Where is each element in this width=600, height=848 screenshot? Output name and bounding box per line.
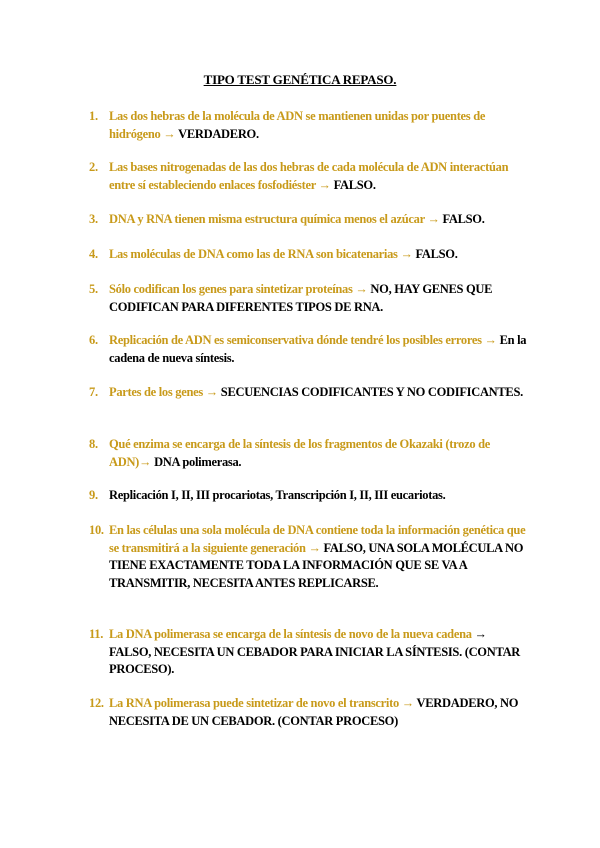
- item-question: Sólo codifican los genes para sintetizar proteínas →: [109, 282, 371, 296]
- item-answer: Replicación I, II, III procariotas, Transcripción I, II, III eucariotas.: [109, 488, 446, 502]
- item-number: 3.: [89, 212, 98, 226]
- item-question: DNA y RNA tienen misma estructura química menos el azúcar →: [109, 212, 443, 226]
- item-question: Replicación de ADN es semiconservativa dónde tendré los posibles errores →: [109, 333, 500, 347]
- item-question: Las bases nitrogenadas de las dos hebras de cada molécula de ADN interactúan entre sí estableciendo enlaces fosfodiéster →: [109, 160, 509, 192]
- item-question: En las células una sola molécula de DNA contiene toda la información genética que se transmitirá a la siguiente generación →: [109, 523, 526, 555]
- item-answer: VERDADERO.: [178, 126, 259, 141]
- item-answer: NO, HAY GENES QUE CODIFICAN PARA DIFERENTES TIPOS DE RNA.: [109, 282, 493, 314]
- item-number: 12.: [89, 696, 104, 710]
- item-question: Qué enzima se encarga de la síntesis de los fragmentos de Okazaki (trozo de ADN)→: [109, 437, 491, 469]
- list-item: [89, 108, 529, 143]
- list-item: [89, 522, 529, 592]
- item-answer: En la cadena de nueva síntesis.: [109, 333, 527, 365]
- list-item: [89, 159, 529, 194]
- list-item: [89, 281, 529, 316]
- item-answer: FALSO.: [415, 247, 458, 261]
- item-answer: FALSO.: [333, 177, 376, 192]
- item-number: 4.: [89, 247, 98, 261]
- list-item: [89, 384, 529, 402]
- item-number: 11.: [89, 627, 104, 641]
- item-answer: DNA polimerasa.: [154, 454, 242, 469]
- item-question: Las moléculas de DNA como las de RNA son bicatenarias →: [109, 247, 416, 261]
- item-number: 5.: [89, 282, 98, 296]
- list-item: [89, 246, 529, 264]
- item-number: 6.: [89, 333, 98, 347]
- item-answer: FALSO, UNA SOLA MOLÉCULA NO TIENE EXACTAMENTE TODA LA INFORMACIÓN QUE SE VA A TRANSMITIR, NECESITA ANTES REPLICARSE.: [109, 540, 524, 590]
- item-number: 10.: [89, 523, 104, 537]
- item-question: Partes de los genes →: [109, 385, 221, 399]
- list-item: [89, 436, 529, 471]
- item-number: 8.: [89, 437, 98, 451]
- list-item: [89, 695, 529, 730]
- item-number: 2.: [89, 160, 98, 174]
- item-question: Las dos hebras de la molécula de ADN se mantienen unidas por puentes de hidrógeno →: [109, 109, 486, 141]
- item-number: 7.: [89, 385, 98, 399]
- item-number: 1.: [89, 109, 98, 123]
- item-question: La DNA polimerasa se encarga de la síntesis de novo de la nueva cadena: [109, 627, 475, 641]
- page-title: TIPO TEST GENÉTICA REPASO.: [203, 72, 397, 87]
- item-question: La RNA polimerasa puede sintetizar de novo el transcrito →: [109, 696, 417, 710]
- list-item: [89, 332, 529, 367]
- item-answer: SECUENCIAS CODIFICANTES Y NO CODIFICANTES.: [220, 385, 523, 399]
- list-item: [89, 487, 529, 505]
- list-item: [89, 211, 529, 229]
- item-answer: FALSO.: [442, 212, 485, 226]
- item-number: 9.: [89, 488, 98, 502]
- item-answer: VERDADERO, NO NECESITA DE UN CEBADOR. (CONTAR PROCESO): [109, 696, 519, 728]
- list-item: [89, 626, 529, 679]
- item-answer: → FALSO, NECESITA UN CEBADOR PARA INICIAR LA SÍNTESIS. (CONTAR PROCESO).: [109, 627, 521, 676]
